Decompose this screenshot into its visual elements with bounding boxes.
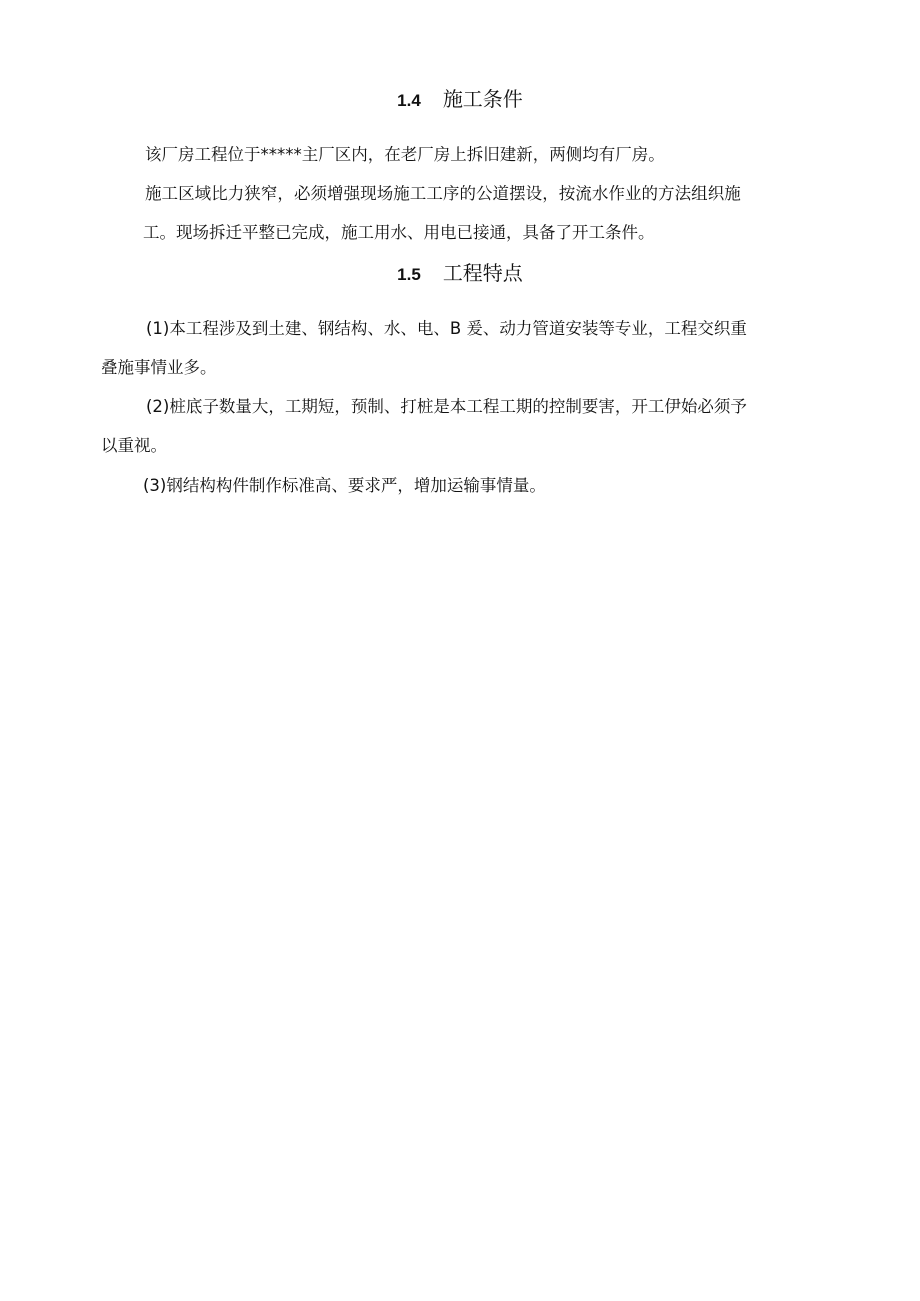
paragraph-location: 该厂房工程位于*****主厂区内，在老厂房上拆旧建新，两侧均有厂房。 xyxy=(145,145,665,164)
list-item-3: (3)钢结构构件制作标准高、要求严，增加运输事情量。 xyxy=(143,476,546,495)
section-number: 1.4 xyxy=(397,91,421,110)
section-number: 1.5 xyxy=(397,265,421,284)
paragraph-site-line-2: 工。现场拆迁平整已完成，施工用水、用电已接通，具备了开工条件。 xyxy=(143,223,655,242)
section-title: 工程特点 xyxy=(442,261,523,285)
section-heading-1-4 xyxy=(0,84,920,116)
paragraph-site-line-1: 施工区域比力狭窄，必须增强现场施工工序的公道摆设，按流水作业的方法组织施 xyxy=(145,184,741,203)
list-item-1-line-2: 叠施事情业多。 xyxy=(101,358,217,377)
section-heading-1-5 xyxy=(0,258,920,290)
list-item-1-line-1: (1)本工程涉及到土建、钢结构、水、电、B 爰、动力管道安装等专业，工程交织重 xyxy=(146,319,747,338)
section-title: 施工条件 xyxy=(442,87,523,111)
list-item-2-line-1: (2)桩底子数量大，工期短，预制、打桩是本工程工期的控制要害，开工伊始必须予 xyxy=(146,397,747,416)
list-item-2-line-2: 以重视。 xyxy=(101,436,167,455)
